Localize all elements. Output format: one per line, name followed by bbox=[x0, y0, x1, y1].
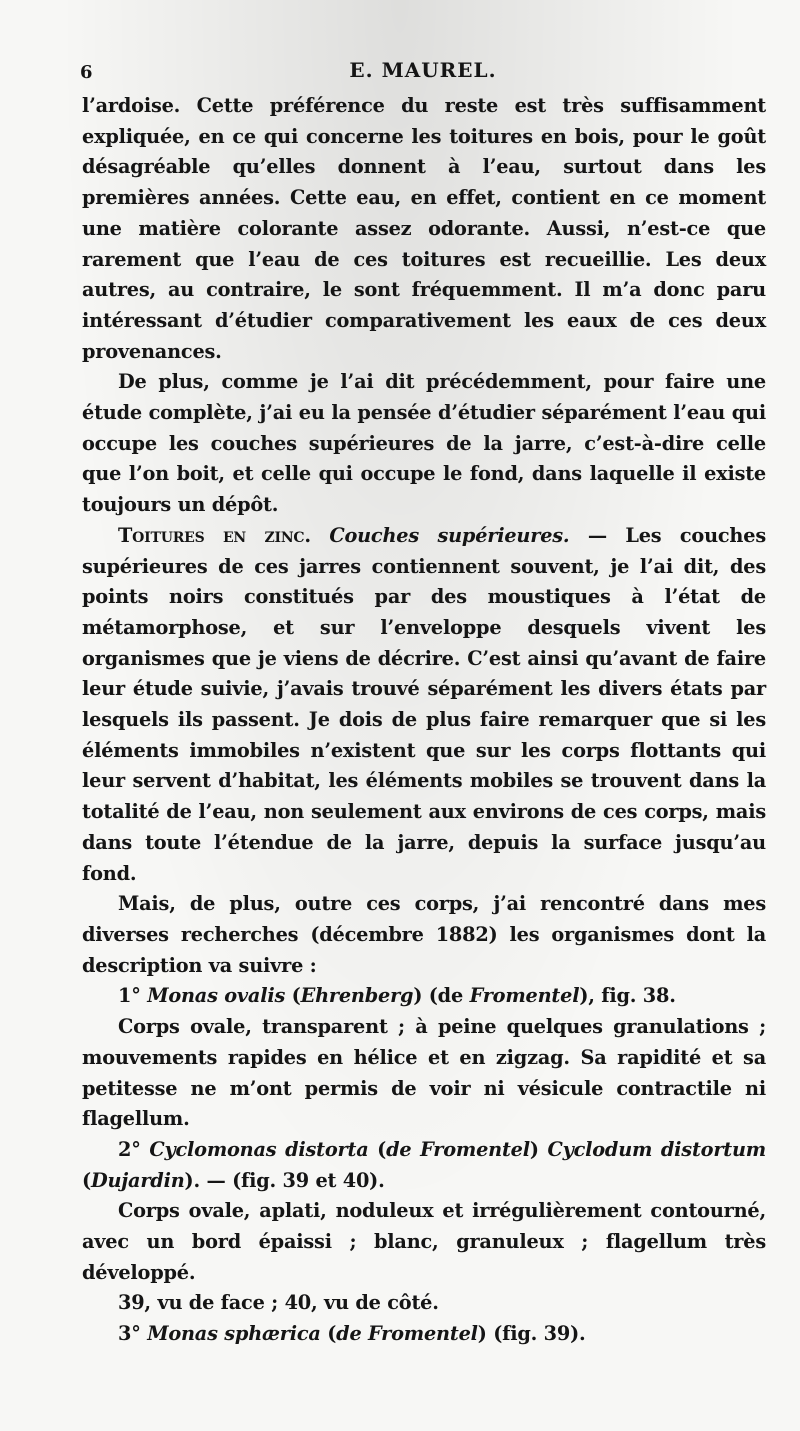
punct: ) bbox=[529, 1137, 548, 1161]
figure-caption: 39, vu de face ; 40, vu de côté. bbox=[118, 1291, 439, 1315]
species-synonym: Cyclodum distortum bbox=[547, 1137, 767, 1161]
figure-ref: ) (fig. 39). bbox=[477, 1322, 586, 1346]
species-author: Ehrenberg bbox=[300, 984, 414, 1008]
paragraph-zinc-text: — Les couches supérieures de ces jarres contiennent souvent, je l’ai dit, des points noirs constitués par des moustiques à l’état de métamorphose, et sur l’enveloppe desquels vivent les organismes que je viens de décrire. C’est ainsi qu’avant de faire leur étude suivie, j’avais trouvé séparément les divers états par lesquels ils passent. Je dois de plus faire remarquer que si les éléments immobiles n’existent que sur les corps flottants qui leur servent d’habitat, les éléments mobiles se trouvent dans la totalité de l’eau, non seulement aux environs de ces corps, mais dans toute l’étendue de la jarre, depuis la surface jusqu’au fond. bbox=[82, 523, 766, 885]
paragraph-couches: De plus, comme je l’ai dit précédemment, pour faire une étude complète, j’ai eu la pensée d’étudier séparément l’eau qui occupe les couches supérieures de la jarre, c’est-à-dire celle que l’on boit, et celle qui occupe le fond, dans laquelle il existe toujours un dépôt. bbox=[82, 370, 766, 517]
punct: ( bbox=[285, 984, 301, 1008]
species-item-1 bbox=[82, 981, 766, 1012]
item-number: 3° bbox=[118, 1322, 141, 1346]
species-name: Monas sphærica bbox=[147, 1322, 321, 1346]
species-description-1: Corps ovale, transparent ; à peine quelques granulations ; mouvements rapides en hélice et en zigzag. Sa rapidité et sa petitesse ne m’ont permis de voir ni vésicule contractile ni flagellum. bbox=[82, 1015, 766, 1131]
species-description-2: Corps ovale, aplati, noduleux et irrégulièrement contourné, avec un bord épaissi ; blanc, granuleux ; flagellum très développé. bbox=[82, 1199, 766, 1284]
paragraph-recherches: Mais, de plus, outre ces corps, j’ai rencontré dans mes diverses recherches (décembre 1882) les organismes dont la description va suivre : bbox=[82, 892, 766, 977]
species-item-3 bbox=[82, 1319, 766, 1350]
body-text bbox=[82, 91, 766, 1350]
punct: ) (de bbox=[413, 984, 470, 1008]
running-head-author: E. MAUREL. bbox=[349, 58, 497, 82]
paragraph-toitures: l’ardoise. Cette préférence du reste est très suffisamment expliquée, en ce qui concerne les toitures en bois, pour le goût désagréable qu’elles donnent à l’eau, surtout dans les premières années. Cette eau, en effet, contient en ce moment une matière colorante assez odorante. Aussi, n’est-ce que rarement que l’eau de ces toitures est recueillie. Les deux autres, au contraire, le sont fréquemment. Il m’a donc paru intéressant d’étudier comparativement les eaux de ces deux provenances. bbox=[82, 94, 766, 363]
punct: ( bbox=[368, 1137, 387, 1161]
running-head bbox=[80, 58, 766, 88]
figure-ref: ), fig. 38. bbox=[579, 984, 676, 1008]
species-author: Fromentel bbox=[469, 984, 580, 1008]
species-item-2 bbox=[82, 1135, 766, 1196]
paragraph-zinc bbox=[82, 521, 766, 889]
species-author: Dujardin bbox=[90, 1168, 185, 1192]
species-author: de Fromentel bbox=[386, 1137, 530, 1161]
punct: ( bbox=[82, 1168, 91, 1192]
section-subheading: Couches supérieures. bbox=[329, 523, 570, 547]
item-number: 2° bbox=[118, 1137, 141, 1161]
section-heading: Toitures en zinc. bbox=[118, 523, 311, 547]
species-name: Monas ovalis bbox=[147, 984, 286, 1008]
item-number: 1° bbox=[118, 984, 141, 1008]
page-number: 6 bbox=[80, 62, 93, 83]
figure-ref: ). — (fig. 39 et 40). bbox=[184, 1168, 385, 1192]
species-name: Cyclomonas distorta bbox=[149, 1137, 369, 1161]
punct: ( bbox=[320, 1322, 337, 1346]
species-author: de Fromentel bbox=[336, 1322, 478, 1346]
